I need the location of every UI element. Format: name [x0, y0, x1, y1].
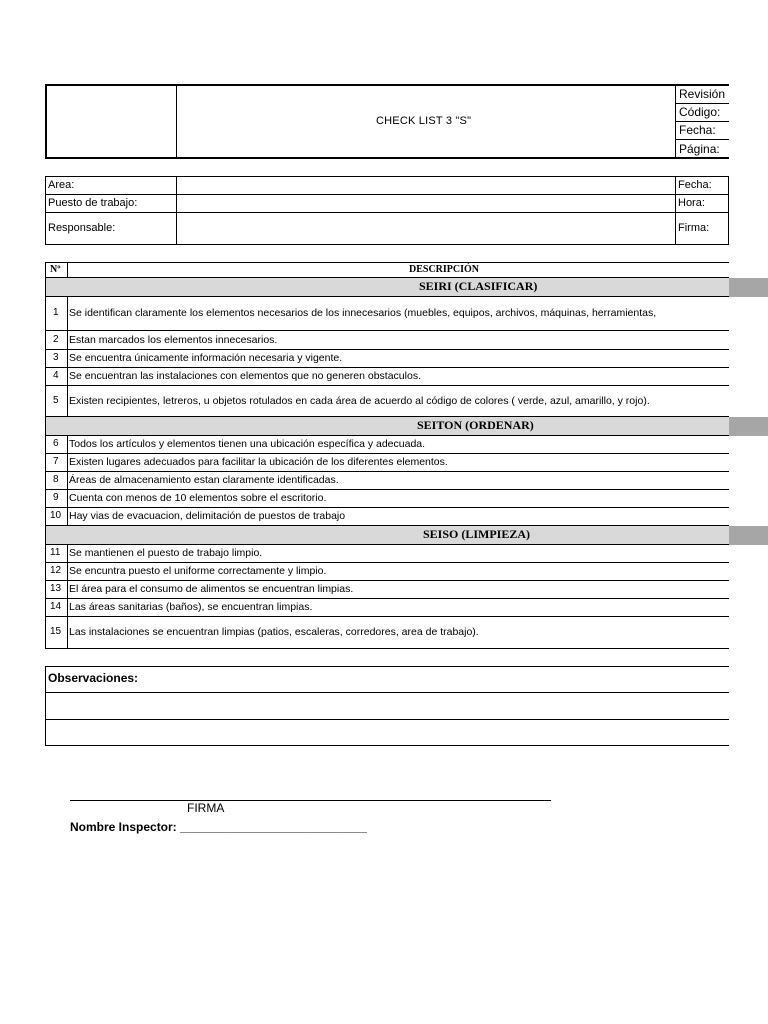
row-number: 2	[53, 334, 59, 345]
row-text: Se mantienen el puesto de trabajo limpio.	[69, 547, 263, 559]
row-number: 10	[50, 510, 62, 521]
meta-codigo: Código:	[679, 105, 721, 119]
observaciones-line-1[interactable]	[46, 693, 729, 719]
fecha-label: Fecha:	[678, 179, 712, 191]
row-text: Las áreas sanitarias (baños), se encuentran limpias.	[69, 601, 313, 613]
observaciones-label: Observaciones:	[48, 671, 139, 685]
row-number: 4	[53, 370, 59, 381]
table-row	[46, 599, 729, 616]
area-field[interactable]	[177, 177, 675, 194]
meta-revision: Revisión	[679, 87, 726, 101]
nombre-inspector: Nombre Inspector: ____________________________	[70, 820, 367, 834]
row-text: Se identifican claramente los elementos necesarios de los innecesarios (muebles, equipos, archivos, máquinas, herramientas,	[69, 307, 657, 319]
row-number: 11	[50, 547, 61, 558]
firma-caption: FIRMA	[187, 801, 225, 815]
row-text: Se encuentra únicamente información necesaria y vigente.	[69, 352, 343, 364]
row-number: 6	[53, 438, 59, 449]
observaciones-line-2[interactable]	[46, 720, 729, 745]
row-number: 13	[50, 583, 62, 594]
row-text: Cuenta con menos de 10 elementos sobre el escritorio.	[69, 492, 327, 504]
responsable-field[interactable]	[177, 213, 675, 244]
section-tab	[729, 526, 768, 545]
row-text: Existen recipientes, letreros, u objetos rotulados en cada área de acuerdo al código de colores ( verde, azul, amarillo, y rojo).	[69, 395, 650, 407]
section-header: SEIRI (CLASIFICAR)	[46, 278, 729, 296]
puesto-field[interactable]	[177, 195, 675, 212]
table-row	[46, 581, 729, 598]
row-text: Hay vias de evacuacion, delimitación de puestos de trabajo	[69, 510, 346, 522]
row-text: Las instalaciones se encuentran limpias (patios, escaleras, corredores, area de trabajo).	[69, 626, 479, 638]
table-row	[46, 331, 729, 349]
row-text: Se encuntra puesto el uniforme correctamente y limpio.	[69, 565, 327, 577]
col-num-header: Nº	[50, 264, 61, 275]
hora-label: Hora:	[678, 197, 705, 209]
table-row	[46, 386, 729, 416]
row-text: El área para el consumo de alimentos se encuentran limpias.	[69, 583, 354, 595]
section-tab	[729, 278, 768, 297]
row-number: 5	[53, 395, 59, 406]
table-row	[46, 508, 729, 525]
table-row	[46, 617, 729, 648]
row-number: 8	[53, 474, 59, 485]
section-header: SEISO (LIMPIEZA)	[46, 526, 729, 544]
row-number: 1	[53, 307, 59, 318]
table-row	[46, 490, 729, 507]
responsable-label: Responsable:	[48, 222, 116, 234]
table-row	[46, 297, 729, 330]
table-row	[46, 350, 729, 367]
table-row	[46, 563, 729, 580]
table-row	[46, 472, 729, 489]
section-tab	[729, 417, 768, 436]
row-text: Existen lugares adecuados para facilitar la ubicación de los diferentes elementos.	[69, 456, 448, 468]
row-number: 7	[53, 456, 59, 467]
puesto-label: Puesto de trabajo:	[48, 197, 138, 209]
row-number: 3	[53, 352, 59, 363]
firma-label: Firma:	[678, 222, 710, 234]
table-row	[46, 545, 729, 562]
area-label: Area:	[48, 179, 75, 191]
table-row	[46, 436, 729, 453]
row-text: Todos los artículos y elementos tienen una ubicación específica y adecuada.	[69, 438, 426, 450]
row-number: 15	[50, 626, 62, 637]
col-desc-header: DESCRIPCIÓN	[409, 264, 480, 275]
section-header: SEITON (ORDENAR)	[46, 417, 729, 435]
row-text: Áreas de almacenamiento estan claramente identificadas.	[69, 474, 339, 486]
row-number: 12	[50, 565, 62, 576]
meta-fecha: Fecha:	[679, 123, 716, 137]
row-number: 9	[53, 492, 59, 503]
table-row	[46, 368, 729, 385]
row-text: Estan marcados los elementos innecesarios.	[69, 334, 278, 346]
row-text: Se encuentran las instalaciones con elementos que no generen obstaculos.	[69, 370, 421, 382]
checklist-title: CHECK LIST 3 "S"	[376, 115, 472, 127]
row-number: 14	[50, 601, 62, 612]
meta-pagina: Página:	[679, 142, 720, 156]
signature-line	[70, 800, 551, 801]
table-row	[46, 454, 729, 471]
